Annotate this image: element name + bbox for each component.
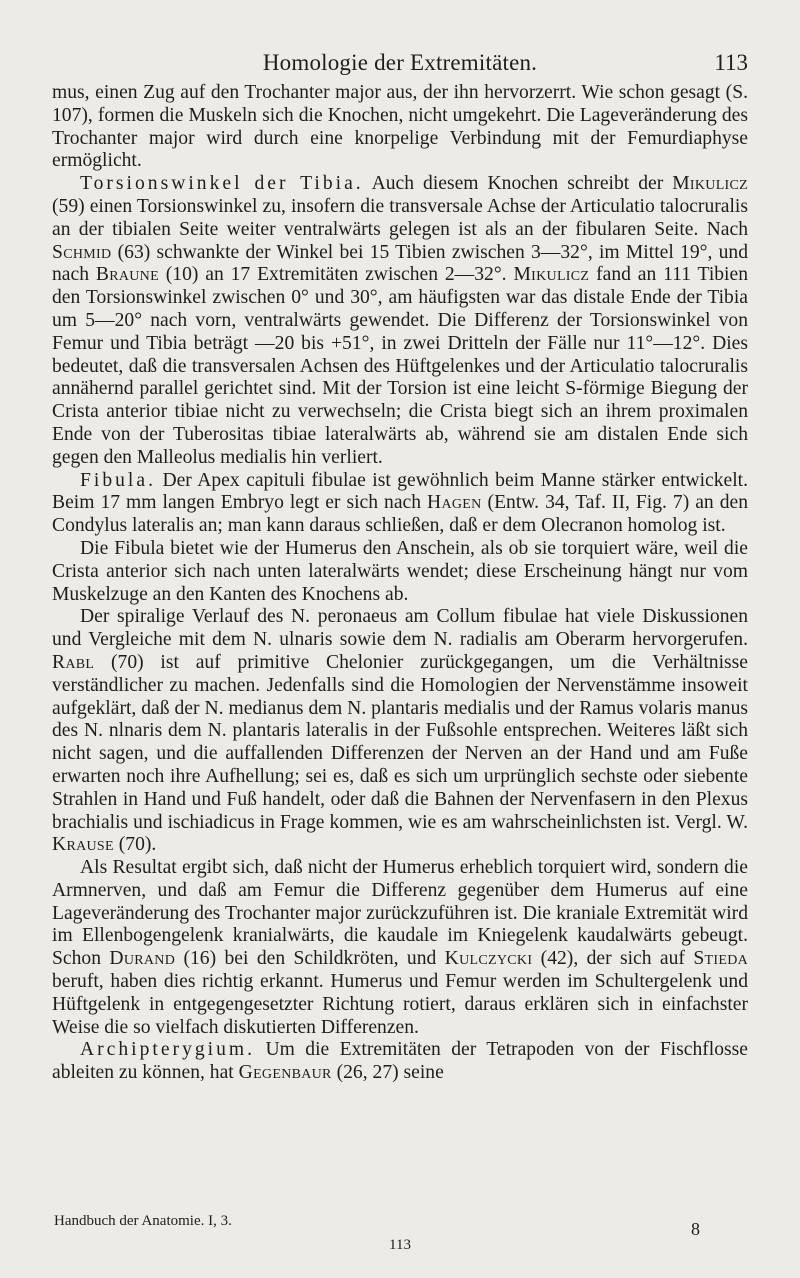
- paragraph: [52, 1039, 748, 1085]
- author-name: Braune: [95, 264, 159, 286]
- author-name: Durand: [109, 948, 176, 970]
- body-text: [52, 82, 748, 1085]
- paragraph: [52, 857, 748, 1039]
- header-page-number: 113: [714, 50, 748, 75]
- text-run: Die Fibula bietet wie der Humerus den Anschein, als ob sie torquiert wäre, weil die Crista anterior sich nach unten lateralwärts wendet; diese Erscheinung hängt nur vom Muskelzuge an den Kanten des Knochens ab.: [52, 537, 748, 605]
- text-run: mus, einen Zug auf den Trochanter major aus, der ihn hervorzerrt. Wie schon gesagt (S. 107), formen die Muskeln sich die Knochen, nicht umgekehrt. Die Lageveränderung des Trochanter major wird durch eine knorpelige Verbindung mit der Femurdiaphyse ermöglicht.: [52, 82, 748, 172]
- author-name: Krause: [52, 834, 114, 856]
- section-heading: Archipterygium.: [80, 1039, 256, 1061]
- paragraph: [52, 606, 748, 857]
- paragraph: [52, 173, 748, 469]
- author-name: Gegenbaur: [238, 1062, 332, 1084]
- text-run: Als Resultat ergibt sich, daß nicht der Humerus erheblich torquiert wird, sondern die Armnerven, und daß am Femur die Differenz gegenüber dem Humerus auf eine Lageveränderung des Trochanter major zurückzuführen ist. Die kraniale Extremität wird im Ellenbogengelenk kranialwärts, die kaudale im Kniegelenk kaudalwärts gebeugt. Schon: [52, 857, 748, 970]
- text-run: (70).: [113, 834, 157, 856]
- signature-mark: 8: [691, 1219, 700, 1239]
- paragraph: [52, 538, 748, 606]
- text-run: Der spiralige Verlauf des N. peronaeus am Collum fibulae hat viele Diskussionen und Vergleiche mit dem N. ulnaris sowie dem N. radialis am Oberarm hervorgerufen.: [52, 606, 748, 651]
- section-heading: Fibula.: [80, 469, 156, 491]
- text-run: fand an 111 Tibien den Torsionswinkel zwischen 0° und 30°, am häufigsten war das distale Ende der Tibia um 5—20° nach vorn, ventralwärts gewendet. Die Differenz der Torsionswinkel von Femur und Tibia beträgt —20 bis +51°, in zwei Dritteln der Fälle nur 11°—12°. Dies bedeutet, daß die transversalen Achsen des Hüftgelenkes und der Articulatio talocruralis annähernd parallel gerichtet sind. Mit der Torsion ist eine leicht S-förmige Biegung der Crista anterior tibiae nicht zu verwechseln; die Crista biegt sich an ihrem proximalen Ende von der Tuberositas tibiae lateralwärts ab, während sie am distalen Ende sich gegen den Malleolus medialis hin verliert.: [52, 264, 748, 468]
- author-name: Rabl: [52, 651, 95, 673]
- text-run: beruft, haben dies richtig erkannt. Humerus und Femur werden im Schultergelenk und Hüftgelenk in entgegengesetzter Richtung rotiert, daraus erklären sich in einfachster Weise die so vielfach diskutierten Differenzen.: [52, 971, 748, 1038]
- author-name: Kulczycki: [444, 948, 533, 970]
- text-run: Auch diesem Knochen schreibt der: [363, 173, 673, 195]
- author-name: Stieda: [693, 948, 749, 970]
- section-heading: Torsionswinkel der Tibia.: [80, 173, 364, 195]
- text-run: Um die Extremitäten der Tetrapoden von der Fischflosse ableiten zu können, hat: [52, 1039, 748, 1084]
- footer-page-number: 113: [389, 1237, 411, 1253]
- footer-source-line: Handbuch der Anatomie. I, 3.: [54, 1213, 232, 1229]
- text-run: Der Apex capituli fibulae ist gewöhnlich beim Manne stärker entwickelt. Beim 17 mm langen Embryo legt er sich nach: [52, 469, 748, 514]
- text-run: (16) bei den Schildkröten, und: [175, 948, 445, 970]
- paragraph: [52, 470, 748, 538]
- running-header: [52, 50, 748, 78]
- text-run: (63) schwankte der Winkel bei 15 Tibien zwischen 3—32°, im Mittel 19°, und nach: [52, 241, 748, 286]
- author-name: Schmid: [52, 241, 112, 263]
- text-run: (70) ist auf primitive Chelonier zurückgegangen, um die Verhältnisse verständlicher zu machen. Jedenfalls sind die Homologien der Nervenstämme insoweit aufgeklärt, daß der N. medianus dem N. plantaris medialis und der Ramus volaris manus des N. nlnaris dem N. plantaris lateralis in der Fußsohle entsprechen. Weiteres läßt sich nicht sagen, und die auffallenden Differenzen der Nerven an der Hand und am Fuße erwarten noch ihre Aufhellung; sei es, daß es sich um urprünglich sechste oder siebente Strahlen in Hand und Fuß handelt, oder daß die Bahnen der Nervenfasern in den Plexus brachialis und ischiadicus in Frage kommen, wie es am wahrscheinlichsten ist. Vergl. W.: [52, 651, 748, 833]
- page-footer: [52, 1213, 748, 1261]
- text-run: (42), der sich auf: [532, 948, 694, 970]
- paragraph: [52, 82, 748, 173]
- text-run: (Entw. 34, Taf. II, Fig. 7) an den Condylus lateralis an; man kann daraus schließen, daß er dem Olecranon homolog ist.: [52, 492, 748, 537]
- author-name: Hagen: [427, 492, 482, 514]
- running-title: Homologie der Extremitäten.: [262, 50, 538, 75]
- text-run: (26, 27) seine: [331, 1062, 444, 1084]
- author-name: Mikulicz: [513, 264, 590, 286]
- author-name: Mikulicz: [672, 173, 748, 195]
- text-run: (59) einen Torsionswinkel zu, insofern die transversale Achse der Articulatio talocruralis an der tibialen Seite weiter ventralwärts gelegen ist als an der fibularen Seite. Nach: [52, 195, 748, 240]
- text-run: (10) an 17 Extremitäten zwischen 2—32°.: [158, 264, 514, 286]
